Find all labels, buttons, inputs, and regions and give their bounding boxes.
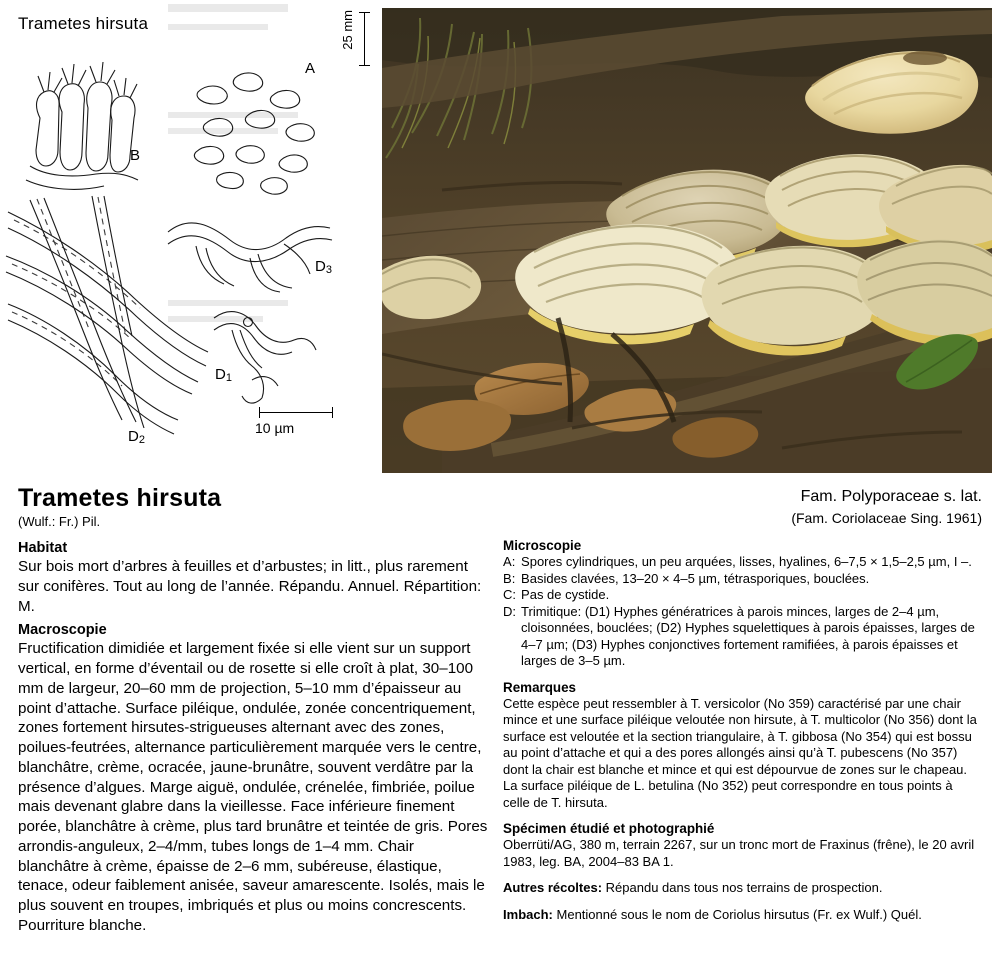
remarks-text: Cette espèce peut ressembler à T. versicolor (No 359) caractérisé par une chair mince et une surface piléique veloutée non hirsute, à T. multicolor (No 356) dont la surface est veloutée et la section triangulaire, à T. gibbosa (No 354) qui est bossu au point d’attache et qui a des pores allongés ainsi qu’à T. pubescens (No 357) dont la chair est blanche et mince et qui est dépourvue de zones sur le chapeau. La surface piléique de L. betulina (No 352) peut correspondre en tous points à celle de T. hirsuta. [503, 695, 977, 810]
microscopy-row [503, 554, 982, 571]
scale-bar-horizontal [255, 408, 341, 442]
label-D1: D1 [215, 366, 232, 384]
microscopy-value: Spores cylindriques, un peu arquées, lisses, hyalines, 6–7,5 × 1,5–2,5 µm, I –. [521, 554, 972, 569]
microscopy-key: C: [503, 587, 517, 602]
scale-bar-vertical-line [364, 12, 365, 66]
drawing-title: Trametes hirsuta [18, 14, 149, 33]
microscopy-value: Trimitique: (D1) Hyphes génératrices à parois minces, larges de 2–4 µm, cloisonnées, bouclées; (D2) Hyphes squelettiques à parois épaisses, larges de 4–7 µm; (D3) Hyphes conjonctives fortement ramifiées, à parois épaisses et larges de 3–5 µm. [521, 603, 975, 668]
microscopy-key: A: [503, 554, 516, 569]
habitat-text: Sur bois mort d’arbres à feuilles et d’arbustes; in litt., plus rarement sur conifères. Tout au long de l’année. Répandu. Annuel. Répartition: M. [18, 558, 482, 615]
species-photograph [382, 8, 992, 473]
microscopy-row [503, 571, 982, 588]
microscopy-row [503, 587, 982, 604]
line-drawings-svg [0, 0, 382, 478]
microscopy-row [503, 604, 982, 670]
species-header [10, 484, 990, 538]
line-drawings [0, 0, 382, 478]
label-D3: D3 [315, 258, 332, 276]
family-name: Fam. Polyporaceae s. lat. [800, 488, 982, 505]
svg-text:B: B [130, 147, 141, 164]
scale-bar-horizontal-line [259, 412, 333, 413]
habitat-heading: Habitat [18, 540, 68, 556]
microscopy-value: Pas de cystide. [521, 587, 610, 602]
microscopy-heading: Microscopie [503, 538, 582, 553]
macroscopy-heading: Macroscopie [18, 622, 107, 639]
other-collections-text: Répandu dans tous nos terrains de prospection. [605, 880, 883, 895]
imbach-note [503, 907, 982, 924]
imbach-label: Imbach: [503, 906, 553, 922]
specimen-heading: Spécimen étudié et photographié [503, 821, 715, 836]
scale-bar-horizontal-label: 10 µm [255, 420, 295, 436]
microscopy-key: D: [503, 603, 517, 619]
microscopy-list [503, 554, 982, 670]
family-synonym: (Fam. Coriolaceae Sing. 1961) [791, 510, 982, 526]
imbach-text: Mentionné sous le nom de Coriolus hirsutus (Fr. ex Wulf.) Quél. [556, 906, 922, 922]
specimen-text: Oberrüti/AG, 380 m, terrain 2267, sur un tronc mort de Fraxinus (frêne), le 20 avril 1983, leg. BA, 2004–83 BA 1. [503, 837, 975, 869]
label-A: A [305, 60, 316, 77]
other-collections [503, 880, 982, 897]
two-column-text [10, 538, 990, 938]
microscopy-value: Basides clavées, 13–20 × 4–5 µm, tétrasporiques, bouclées. [521, 570, 870, 586]
photograph-svg [382, 8, 992, 473]
left-column [10, 538, 497, 938]
label-D2: D2 [128, 428, 145, 446]
scale-bar-vertical [340, 10, 374, 68]
text-body [0, 484, 1000, 938]
right-column [497, 538, 990, 938]
remarks-heading: Remarques [503, 679, 576, 695]
species-authority: (Wulf.: Fr.) Pil. [18, 514, 101, 529]
other-collections-label: Autres récoltes: [503, 880, 603, 895]
microscopy-key: B: [503, 570, 516, 586]
macroscopy-text: Fructification dimidiée et largement fixée si elle vient sur un support vertical, en forme d’éventail ou de rosette si elle croît à plat, 30–100 mm de largeur, 20–60 mm de projection, 5–10 mm d’épaisseur au point d’attache. Surface piléique, ondulée, zonée concentriquement, zones fortement hirsutes-strigueuses alternant avec des zones, poilues-feutrées, alternance particulièrement marquée vers le centre, blanchâtre, crème, ocracée, jaune-brunâtre, souvent verdâtre par la présence d’algues. Marge aiguë, ondulée, crénelée, fimbriée, poilue mais devenant glabre dans la vieillesse. Face inférieure finement porée, blanchâtre à crème, plus tard brunâtre et teintée de gris. Pores arrondis-anguleux, 2–4/mm, tubes longs de 1–4 mm. Chair blanchâtre à crème, épaisse de 2–6 mm, subéreuse, élastique, tenace, odeur faiblement anisée, saveur amarescente. Isolés, mais le plus souvent en troupes, imbriqués et plus ou moins concrescents. Pourriture blanche. [18, 640, 488, 934]
scale-bar-vertical-label: 25 mm [340, 10, 355, 50]
page-title: Trametes hirsuta [18, 484, 222, 512]
